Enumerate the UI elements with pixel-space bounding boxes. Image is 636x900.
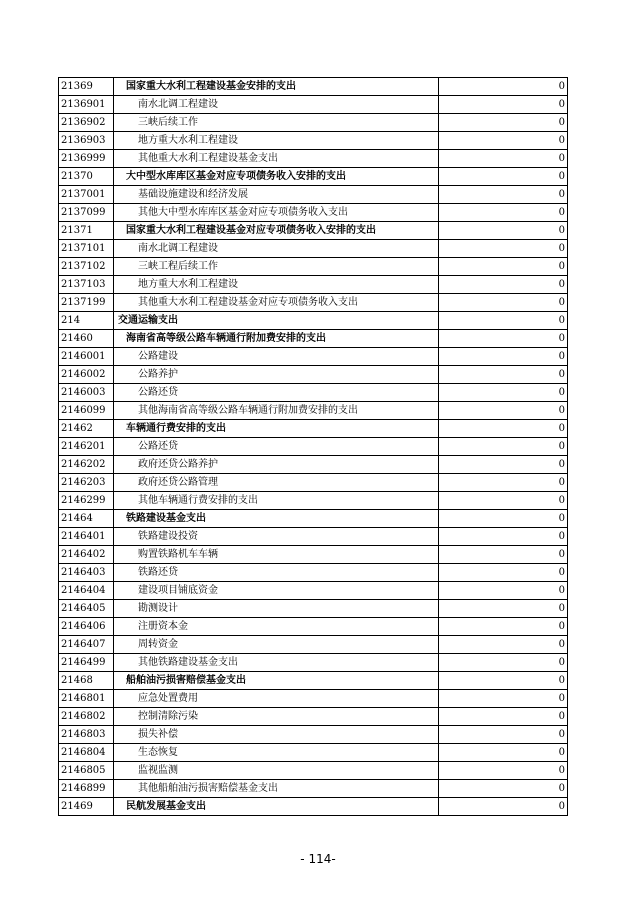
row-name: 其他重大水利工程建设基金支出 (138, 153, 278, 164)
row-amount: 0 (439, 132, 568, 150)
row-code: 21468 (59, 672, 114, 690)
row-code: 2146403 (59, 564, 114, 582)
row-code: 2136999 (59, 150, 114, 168)
row-name: 三峡后续工作 (138, 117, 198, 128)
table-row (59, 654, 568, 672)
row-name-cell (114, 348, 439, 366)
row-name-cell (114, 258, 439, 276)
row-name: 其他重大水利工程建设基金对应专项债务收入支出 (138, 297, 358, 308)
row-name: 海南省高等级公路车辆通行附加费安排的支出 (126, 333, 326, 344)
row-name: 交通运输支出 (118, 315, 178, 326)
row-code: 2146003 (59, 384, 114, 402)
row-amount: 0 (439, 168, 568, 186)
row-name-cell (114, 708, 439, 726)
table-row (59, 258, 568, 276)
row-code: 2137101 (59, 240, 114, 258)
table-row (59, 636, 568, 654)
table-row (59, 708, 568, 726)
row-name-cell (114, 546, 439, 564)
row-amount: 0 (439, 114, 568, 132)
row-code: 2146406 (59, 618, 114, 636)
row-amount: 0 (439, 438, 568, 456)
row-name-cell (114, 420, 439, 438)
row-code: 21371 (59, 222, 114, 240)
row-amount: 0 (439, 780, 568, 798)
row-code: 2146404 (59, 582, 114, 600)
row-name-cell (114, 222, 439, 240)
row-name-cell (114, 762, 439, 780)
table-row (59, 132, 568, 150)
row-name-cell (114, 150, 439, 168)
row-name: 铁路建设投资 (138, 531, 198, 542)
row-name: 政府还贷公路管理 (138, 477, 218, 488)
row-name-cell (114, 294, 439, 312)
row-name-cell (114, 726, 439, 744)
table-row (59, 294, 568, 312)
row-name: 地方重大水利工程建设 (138, 279, 238, 290)
row-code: 2146402 (59, 546, 114, 564)
row-name-cell (114, 582, 439, 600)
row-name-cell (114, 672, 439, 690)
row-name-cell (114, 240, 439, 258)
row-amount: 0 (439, 654, 568, 672)
row-amount: 0 (439, 528, 568, 546)
row-amount: 0 (439, 276, 568, 294)
row-code: 2146405 (59, 600, 114, 618)
table-row (59, 348, 568, 366)
row-code: 21370 (59, 168, 114, 186)
row-amount: 0 (439, 294, 568, 312)
row-code: 21369 (59, 78, 114, 96)
row-name-cell (114, 186, 439, 204)
row-amount: 0 (439, 420, 568, 438)
row-amount: 0 (439, 546, 568, 564)
row-amount: 0 (439, 456, 568, 474)
table-row (59, 474, 568, 492)
table-row (59, 798, 568, 816)
row-code: 2146401 (59, 528, 114, 546)
table-row (59, 366, 568, 384)
table-row (59, 510, 568, 528)
row-name: 公路还贷 (138, 387, 178, 398)
table-row (59, 168, 568, 186)
row-name-cell (114, 744, 439, 762)
row-amount: 0 (439, 708, 568, 726)
row-name: 勘测设计 (138, 603, 178, 614)
table-row (59, 672, 568, 690)
row-name: 公路还贷 (138, 441, 178, 452)
row-name-cell (114, 456, 439, 474)
row-amount: 0 (439, 312, 568, 330)
row-name-cell (114, 618, 439, 636)
row-amount: 0 (439, 744, 568, 762)
row-name: 其他船舶油污损害赔偿基金支出 (138, 783, 278, 794)
row-name: 基础设施建设和经济发展 (138, 189, 248, 200)
row-name: 注册资本金 (138, 621, 188, 632)
page-number: - 114- (300, 852, 336, 866)
row-code: 2146805 (59, 762, 114, 780)
row-code: 2146802 (59, 708, 114, 726)
row-name: 公路养护 (138, 369, 178, 380)
row-amount: 0 (439, 402, 568, 420)
table-row (59, 618, 568, 636)
row-amount: 0 (439, 186, 568, 204)
budget-table (58, 77, 568, 816)
row-amount: 0 (439, 330, 568, 348)
row-name-cell (114, 204, 439, 222)
table-row (59, 78, 568, 96)
row-code: 214 (59, 312, 114, 330)
table-row (59, 150, 568, 168)
row-code: 2136902 (59, 114, 114, 132)
row-amount: 0 (439, 600, 568, 618)
table-row (59, 312, 568, 330)
row-name-cell (114, 438, 439, 456)
row-code: 21462 (59, 420, 114, 438)
table-row (59, 114, 568, 132)
row-code: 2136901 (59, 96, 114, 114)
row-code: 2146899 (59, 780, 114, 798)
row-name: 其他大中型水库库区基金对应专项债务收入支出 (138, 207, 348, 218)
row-name: 周转资金 (138, 639, 178, 650)
table-row (59, 456, 568, 474)
row-amount: 0 (439, 726, 568, 744)
table-row (59, 762, 568, 780)
row-name-cell (114, 366, 439, 384)
table-row (59, 186, 568, 204)
row-code: 2146804 (59, 744, 114, 762)
row-amount: 0 (439, 564, 568, 582)
table-row (59, 330, 568, 348)
row-code: 2137103 (59, 276, 114, 294)
row-amount: 0 (439, 258, 568, 276)
row-code: 21469 (59, 798, 114, 816)
row-amount: 0 (439, 510, 568, 528)
row-name-cell (114, 798, 439, 816)
row-amount: 0 (439, 492, 568, 510)
row-name-cell (114, 132, 439, 150)
row-name: 建设项目铺底资金 (138, 585, 218, 596)
row-name: 国家重大水利工程建设基金安排的支出 (126, 81, 296, 92)
row-name: 其他海南省高等级公路车辆通行附加费安排的支出 (138, 405, 358, 416)
row-amount: 0 (439, 240, 568, 258)
row-code: 2136903 (59, 132, 114, 150)
table-row (59, 564, 568, 582)
row-name: 铁路还贷 (138, 567, 178, 578)
row-amount: 0 (439, 204, 568, 222)
row-name-cell (114, 312, 439, 330)
table-row (59, 528, 568, 546)
row-name-cell (114, 96, 439, 114)
row-name-cell (114, 78, 439, 96)
row-name-cell (114, 402, 439, 420)
row-name-cell (114, 528, 439, 546)
row-amount: 0 (439, 366, 568, 384)
row-code: 2146499 (59, 654, 114, 672)
row-name-cell (114, 330, 439, 348)
row-amount: 0 (439, 618, 568, 636)
row-amount: 0 (439, 96, 568, 114)
row-code: 2146201 (59, 438, 114, 456)
row-amount: 0 (439, 384, 568, 402)
row-name-cell (114, 654, 439, 672)
row-name: 公路建设 (138, 351, 178, 362)
row-name: 应急处置费用 (138, 693, 198, 704)
row-name: 船舶油污损害赔偿基金支出 (126, 675, 246, 686)
row-name: 铁路建设基金支出 (126, 513, 206, 524)
row-name: 损失补偿 (138, 729, 178, 740)
row-code: 2146001 (59, 348, 114, 366)
row-name: 大中型水库库区基金对应专项债务收入安排的支出 (126, 171, 346, 182)
row-name-cell (114, 168, 439, 186)
row-name: 政府还贷公路养护 (138, 459, 218, 470)
row-amount: 0 (439, 78, 568, 96)
row-amount: 0 (439, 762, 568, 780)
table-row (59, 384, 568, 402)
row-name: 南水北调工程建设 (138, 99, 218, 110)
row-amount: 0 (439, 348, 568, 366)
row-name: 民航发展基金支出 (126, 801, 206, 812)
row-code: 2137102 (59, 258, 114, 276)
row-code: 2146203 (59, 474, 114, 492)
row-code: 2146803 (59, 726, 114, 744)
row-name: 控制清除污染 (138, 711, 198, 722)
row-code: 2137199 (59, 294, 114, 312)
table-row (59, 600, 568, 618)
table-row (59, 96, 568, 114)
row-code: 2146099 (59, 402, 114, 420)
table-row (59, 204, 568, 222)
row-amount: 0 (439, 474, 568, 492)
row-name-cell (114, 114, 439, 132)
row-amount: 0 (439, 222, 568, 240)
row-code: 21464 (59, 510, 114, 528)
row-name-cell (114, 780, 439, 798)
table-body (59, 78, 568, 816)
table-row (59, 276, 568, 294)
row-code: 2146299 (59, 492, 114, 510)
table-row (59, 744, 568, 762)
table-row (59, 402, 568, 420)
table-row (59, 438, 568, 456)
table-row (59, 582, 568, 600)
row-code: 2146407 (59, 636, 114, 654)
table-row (59, 240, 568, 258)
row-amount: 0 (439, 690, 568, 708)
table-row (59, 780, 568, 798)
row-code: 2137099 (59, 204, 114, 222)
table-row (59, 222, 568, 240)
row-name-cell (114, 276, 439, 294)
table-row (59, 420, 568, 438)
row-code: 2137001 (59, 186, 114, 204)
table-row (59, 690, 568, 708)
row-code: 21460 (59, 330, 114, 348)
row-amount: 0 (439, 582, 568, 600)
row-code: 2146801 (59, 690, 114, 708)
row-name: 车辆通行费安排的支出 (126, 423, 226, 434)
row-name: 其他铁路建设基金支出 (138, 657, 238, 668)
row-name: 地方重大水利工程建设 (138, 135, 238, 146)
row-name-cell (114, 564, 439, 582)
row-name-cell (114, 384, 439, 402)
row-code: 2146202 (59, 456, 114, 474)
row-code: 2146002 (59, 366, 114, 384)
row-amount: 0 (439, 150, 568, 168)
row-name-cell (114, 690, 439, 708)
row-name: 购置铁路机车车辆 (138, 549, 218, 560)
row-amount: 0 (439, 672, 568, 690)
table-row (59, 492, 568, 510)
table-row (59, 726, 568, 744)
row-name-cell (114, 600, 439, 618)
row-name: 监视监测 (138, 765, 178, 776)
table-row (59, 546, 568, 564)
row-name: 其他车辆通行费安排的支出 (138, 495, 258, 506)
row-name-cell (114, 636, 439, 654)
row-name: 南水北调工程建设 (138, 243, 218, 254)
row-amount: 0 (439, 798, 568, 816)
row-name: 生态恢复 (138, 747, 178, 758)
row-name: 国家重大水利工程建设基金对应专项债务收入安排的支出 (126, 225, 376, 236)
row-name-cell (114, 510, 439, 528)
row-amount: 0 (439, 636, 568, 654)
row-name: 三峡工程后续工作 (138, 261, 218, 272)
row-name-cell (114, 492, 439, 510)
row-name-cell (114, 474, 439, 492)
